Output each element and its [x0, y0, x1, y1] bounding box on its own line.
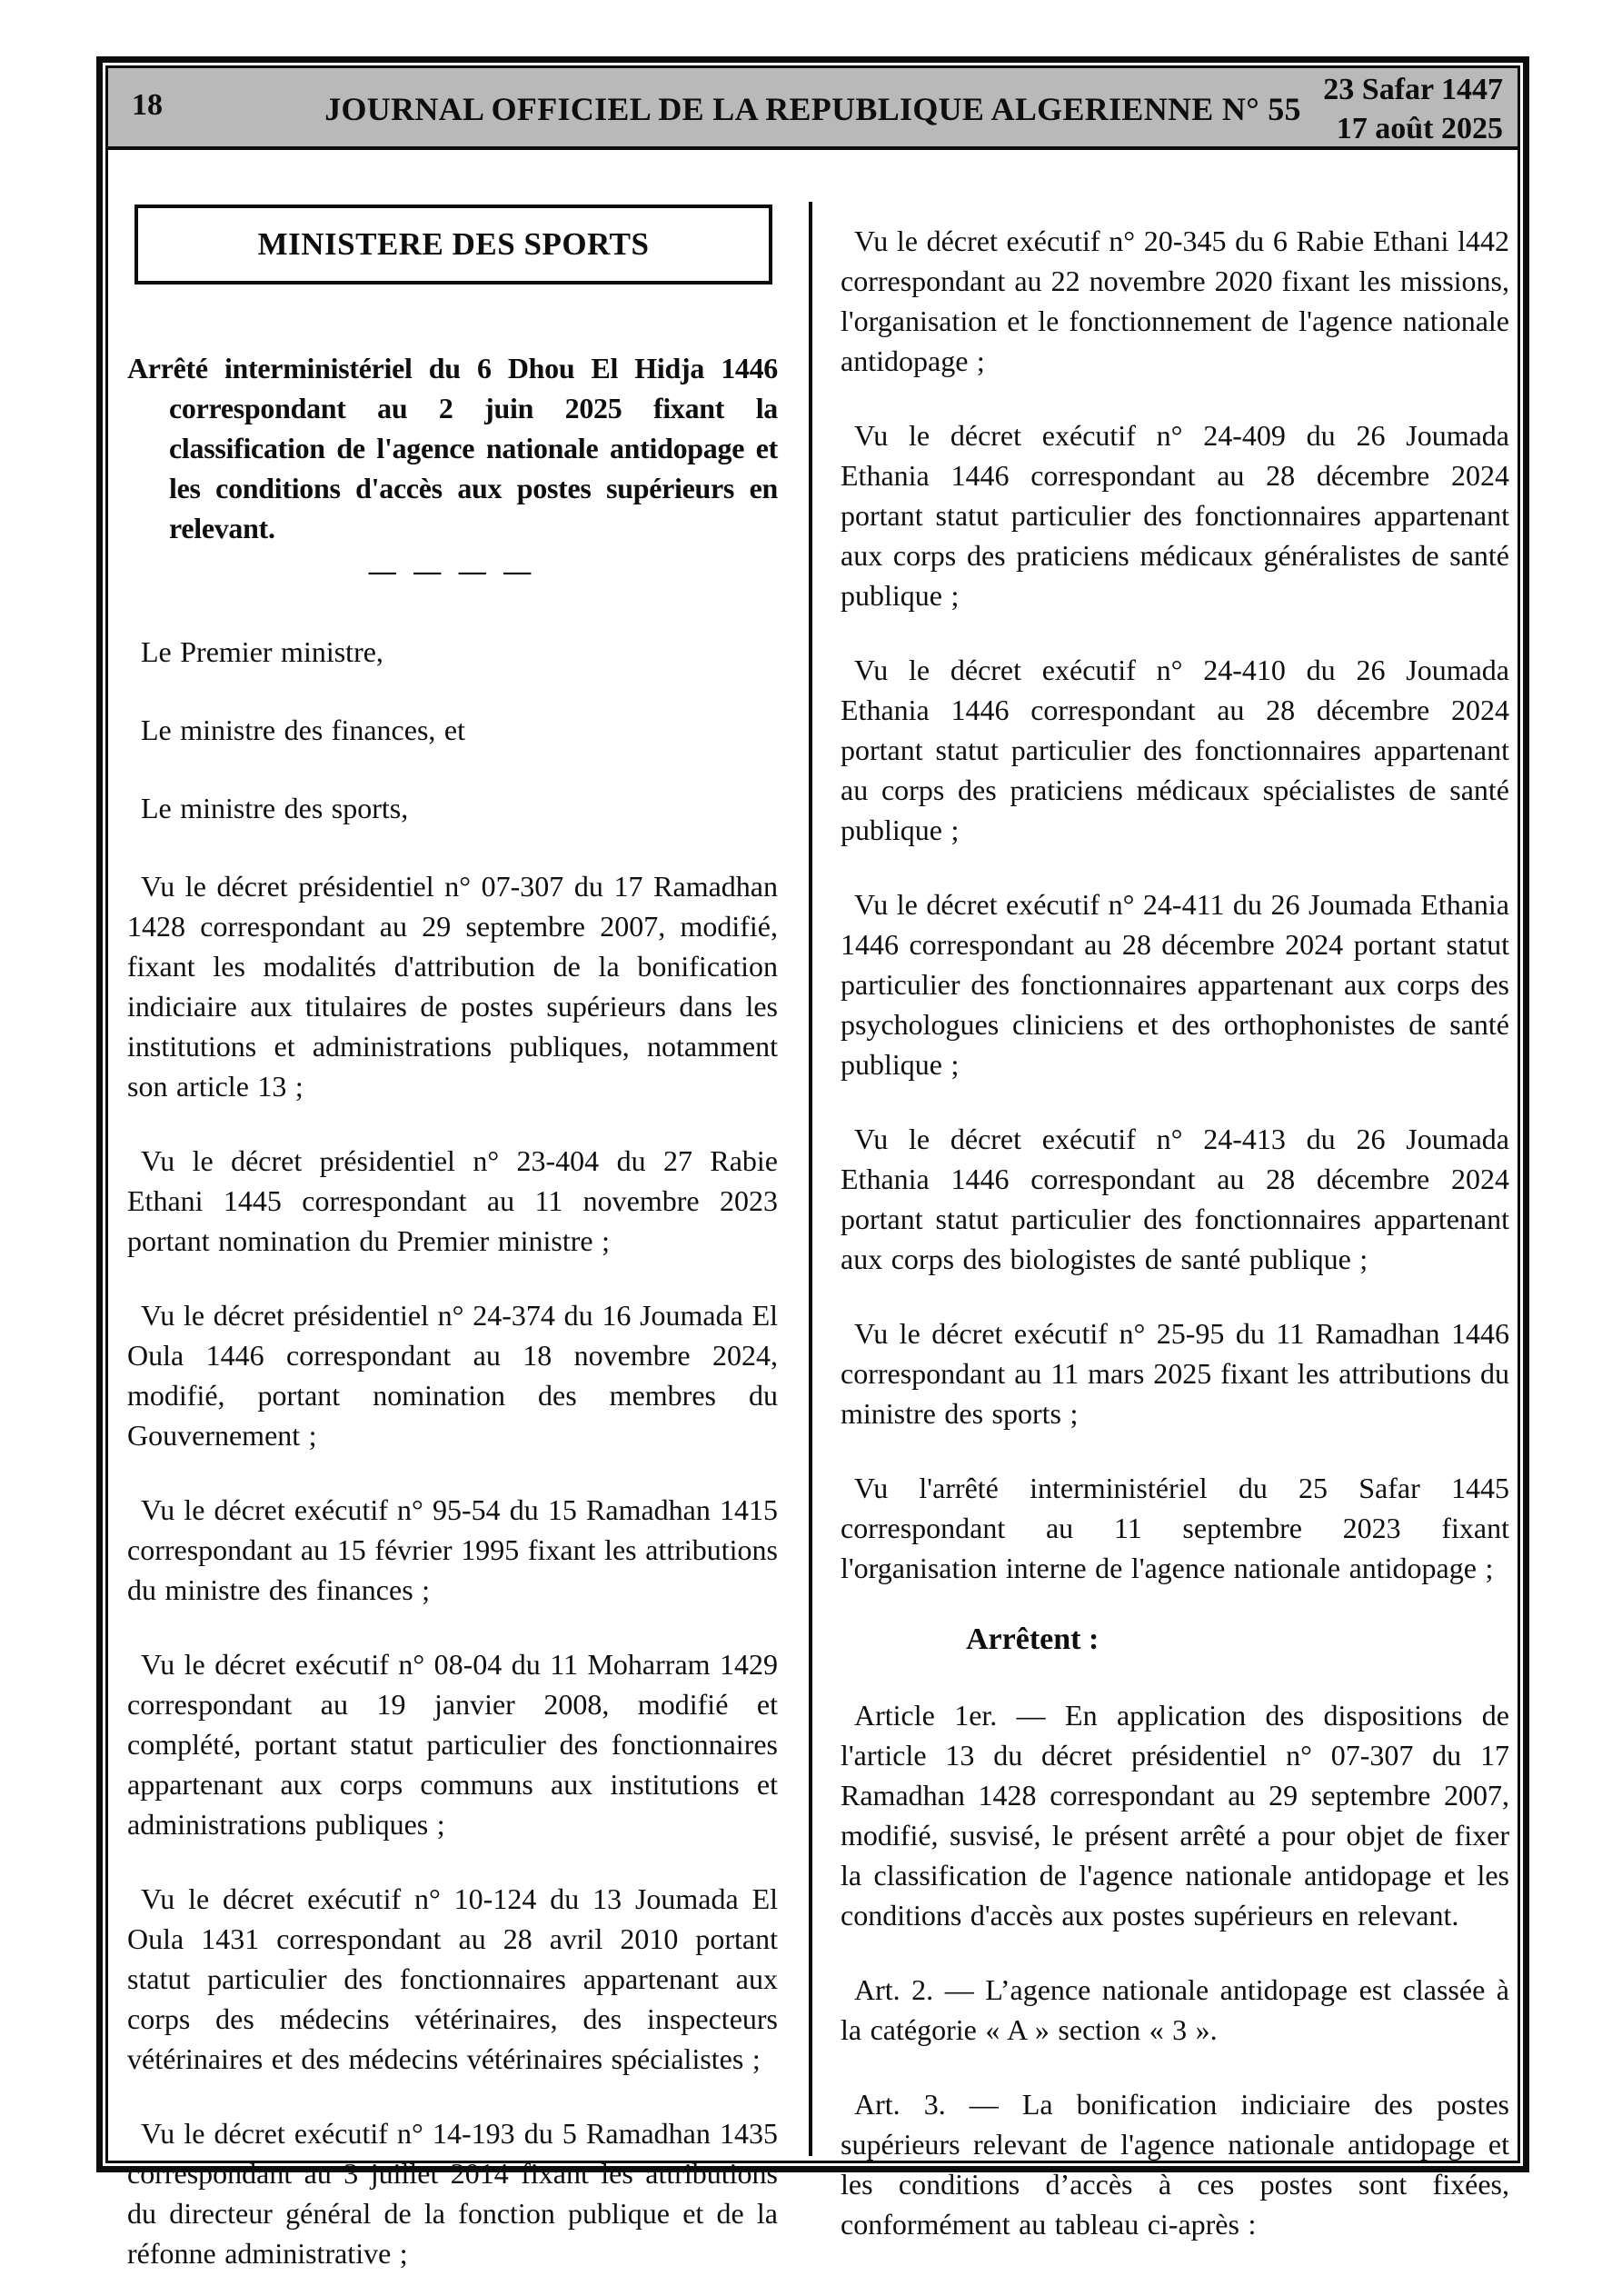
page-header	[108, 68, 1518, 150]
article-1: Article 1er. — En application des dispositions de l'article 13 du décret présidentiel n° 07-307 du 17 Ramadhan 1428 correspondant au 29 septembre 2007, modifié, susvisé, le présent arrêté a pour objet de fixer la classification de l'agence nationale antidopage et les conditions d'accès aux postes supérieurs en relevant.	[841, 1699, 1509, 1932]
paragraph-vu-24-409: Vu le décret exécutif n° 24-409 du 26 Joumada Ethania 1446 correspondant au 28 décembre 2024 portant statut particulier des fonctionnaires appartenant aux corps des praticiens médicaux généralistes de santé publique ;	[841, 419, 1509, 612]
journal-title: JOURNAL OFFICIEL DE LA REPUBLIQUE ALGERIENNE N° 55	[324, 91, 1301, 127]
page-inner-frame	[105, 65, 1520, 2270]
paragraph-vu-24-410: Vu le décret exécutif n° 24-410 du 26 Joumada Ethania 1446 correspondant au 28 décembre 2024 portant statut particulier des fonctionnaires appartenant au corps des praticiens médicaux spécialistes de santé publique ;	[841, 654, 1509, 846]
section-separator: — — — —	[368, 556, 537, 586]
paragraph-vu-14-193: Vu le décret exécutif n° 14-193 du 5 Ramadhan 1435 correspondant au 3 juillet 2014 fixant les attributions du directeur général de la fonction publique et de la réfonne administrative ;	[127, 2117, 778, 2270]
page-frame	[96, 56, 1529, 2270]
paragraph-vu-07-307: Vu le décret présidentiel n° 07-307 du 17 Ramadhan 1428 correspondant au 29 septembre 2007, modifié, fixant les modalités d'attribution de la bonification indiciaire aux titulaires de postes supérieurs dans les institutions et administrations publiques, notamment son article 13 ;	[127, 870, 778, 1103]
ministry-heading-box	[134, 205, 772, 285]
article-2: Art. 2. — L’agence nationale antidopage est classée à la catégorie « A » section « 3 ».	[841, 1973, 1509, 2046]
header-dates	[1323, 70, 1503, 148]
paragraph-vu-10-124: Vu le décret exécutif n° 10-124 du 13 Joumada El Oula 1431 correspondant au 28 avril 2010 portant statut particulier des fonctionnaires appartenant aux corps des médecins vétérinaires, des inspecteurs vétérinaires et des médecins vétérinaires spécialistes ;	[127, 1882, 778, 2075]
left-column	[127, 205, 778, 2273]
paragraph-vu-arrete-interministeriel: Vu l'arrêté interministériel du 25 Safar 1445 correspondant au 11 septembre 2023 fixant l'organisation interne de l'agence nationale antidopage ;	[841, 1472, 1509, 1584]
paragraph-vu-24-411: Vu le décret exécutif n° 24-411 du 26 Joumada Ethania 1446 correspondant au 28 décembre 2024 portant statut particulier des fonctionnaires appartenant aux corps des psychologues cliniciens et des orthophonistes de santé publique ;	[841, 888, 1509, 1081]
right-column	[841, 221, 1509, 2244]
paragraph-ministre-finances: Le ministre des finances, et	[141, 714, 465, 746]
paragraph-vu-24-374: Vu le décret présidentiel n° 24-374 du 16 Joumada El Oula 1446 correspondant au 18 novembre 2024, modifié, portant nomination des membres du Gouvernement ;	[127, 1299, 778, 1452]
article-3: Art. 3. — La bonification indiciaire des postes supérieurs relevant de l'agence nationale antidopage et les conditions d’accès à ces postes sont fixées, conformément au tableau ci-après :	[841, 2088, 1509, 2241]
column-divider	[809, 202, 812, 2156]
paragraph-vu-23-404: Vu le décret présidentiel n° 23-404 du 27 Rabie Ethani 1445 correspondant au 11 novembre 2023 portant nomination du Premier ministre ;	[127, 1144, 778, 1257]
paragraph-vu-95-54: Vu le décret exécutif n° 95-54 du 15 Ramadhan 1415 correspondant au 15 février 1995 fixant les attributions du ministre des finances ;	[127, 1493, 778, 1606]
paragraph-ministre-sports: Le ministre des sports,	[141, 792, 409, 824]
paragraph-vu-08-04: Vu le décret exécutif n° 08-04 du 11 Moharram 1429 correspondant au 19 janvier 2008, modifié et complété, portant statut particulier des fonctionnaires appartenant aux corps communs aux institutions et administrations publiques ;	[127, 1648, 778, 1841]
ministry-title: MINISTERE DES SPORTS	[257, 226, 650, 262]
paragraph-vu-25-95: Vu le décret exécutif n° 25-95 du 11 Ramadhan 1446 correspondant au 11 mars 2025 fixant les attributions du ministre des sports ;	[841, 1317, 1509, 1430]
date-gregorian: 17 août 2025	[1336, 112, 1503, 145]
date-hijri: 23 Safar 1447	[1323, 73, 1503, 106]
paragraph-vu-24-413: Vu le décret exécutif n° 24-413 du 26 Joumada Ethania 1446 correspondant au 28 décembre 2024 portant statut particulier des fonctionnaires appartenant aux corps des biologistes de santé publique ;	[841, 1123, 1509, 1275]
arretent-heading: Arrêtent :	[966, 1622, 1100, 1656]
paragraph-vu-20-345: Vu le décret exécutif n° 20-345 du 6 Rabie Ethani l442 correspondant au 22 novembre 2020 fixant les missions, l'organisation et le fonctionnement de l'agence nationale antidopage ;	[841, 225, 1509, 377]
paragraph-premier-ministre: Le Premier ministre,	[141, 635, 383, 668]
decree-title: Arrêté interministériel du 6 Dhou El Hidja 1446 correspondant au 2 juin 2025 fixant la classification de l'agence nationale antidopage et les conditions d'accès aux postes supérieurs en relevant.	[127, 352, 778, 544]
page-number: 18	[132, 88, 163, 122]
